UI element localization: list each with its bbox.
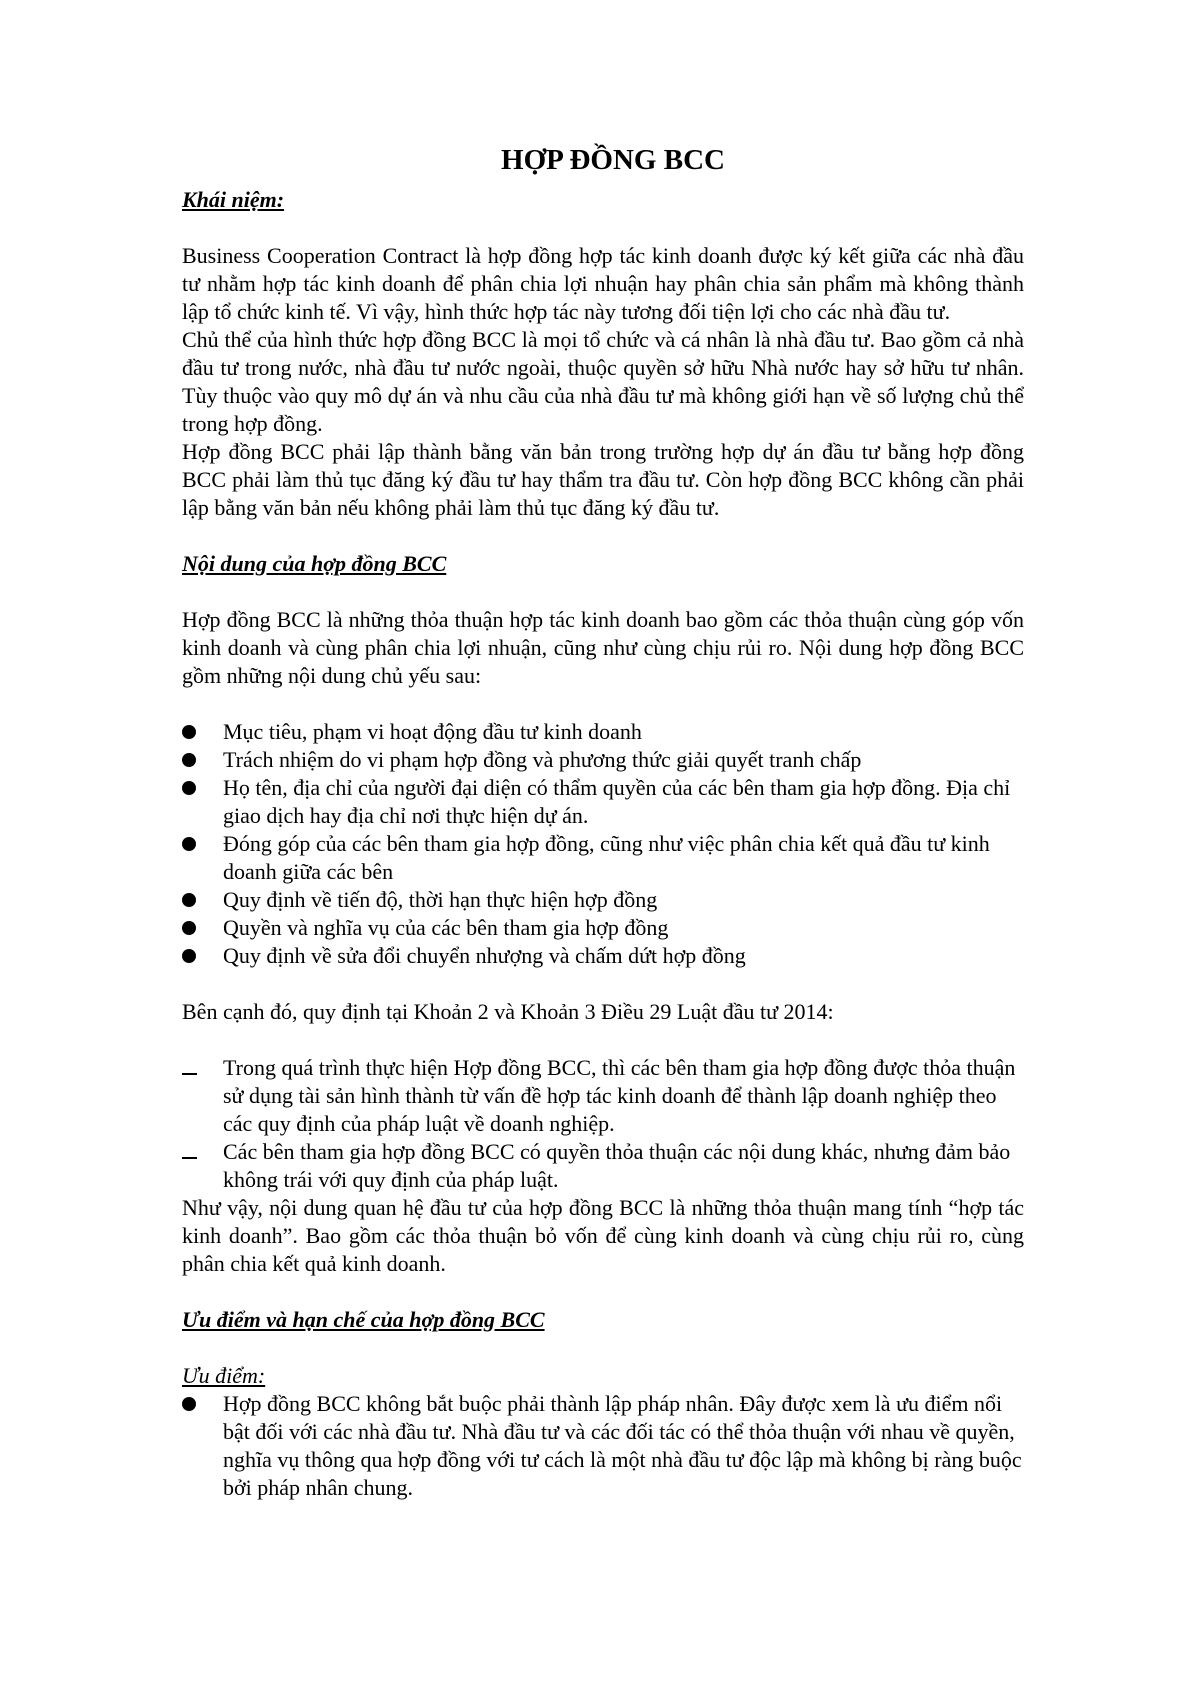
dash-list [182,1054,1024,1194]
bullet-icon [182,781,196,795]
list-item: Các bên tham gia hợp đồng BCC có quyền thỏa thuận các nội dung khác, nhưng đảm bảo không trái với quy định của pháp luật. [182,1138,1024,1194]
list-item: Quy định về tiến độ, thời hạn thực hiện hợp đồng [182,886,1024,914]
list-item: Hợp đồng BCC không bắt buộc phải thành lập pháp nhân. Đây được xem là ưu điểm nổi bật đối với các nhà đầu tư. Nhà đầu tư và các đối tác có thể thỏa thuận với nhau về quyền, nghĩa vụ thông qua hợp đồng với tư cách là một nhà đầu tư độc lập mà không bị ràng buộc bởi pháp nhân chung. [182,1390,1024,1502]
paragraph: Chủ thể của hình thức hợp đồng BCC là mọi tổ chức và cá nhân là nhà đầu tư. Bao gồm cả nhà đầu tư trong nước, nhà đầu tư nước ngoài, thuộc quyền sở hữu Nhà nước hay sở hữu tư nhân. Tùy thuộc vào quy mô dự án và nhu cầu của nhà đầu tư mà không giới hạn về số lượng chủ thể trong hợp đồng. [182,327,1024,436]
paragraph: Business Cooperation Contract là hợp đồng hợp tác kinh doanh được ký kết giữa các nhà đầu tư nhằm hợp tác kinh doanh để phân chia lợi nhuận hay phân chia sản phẩm mà không thành lập tổ chức kinh tế. Vì vậy, hình thức hợp tác này tương đối tiện lợi cho các nhà đầu tư. [182,243,1024,324]
dash-icon [182,1157,197,1159]
bullet-list [182,718,1024,970]
bullet-list [182,1390,1024,1502]
document-title: HỢP ĐỒNG BCC [501,144,725,176]
list-item: Trong quá trình thực hiện Hợp đồng BCC, thì các bên tham gia hợp đồng được thỏa thuận sử dụng tài sản hình thành từ vấn đề hợp tác kinh doanh để thành lập doanh nghiệp theo các quy định của pháp luật về doanh nghiệp. [182,1054,1024,1138]
bullet-icon [182,893,196,907]
list-item: Trách nhiệm do vi phạm hợp đồng và phương thức giải quyết tranh chấp [182,746,1024,774]
section-heading-content: Nội dung của hợp đồng BCC [182,551,447,576]
paragraph: Bên cạnh đó, quy định tại Khoản 2 và Khoản 3 Điều 29 Luật đầu tư 2014: [182,999,834,1024]
list-item: Họ tên, địa chỉ của người đại diện có thẩm quyền của các bên tham gia hợp đồng. Địa chỉ giao dịch hay địa chỉ nơi thực hiện dự án. [182,774,1024,830]
bullet-icon [182,921,196,935]
section-heading-concept: Khái niệm: [182,187,285,212]
list-item: Quyền và nghĩa vụ của các bên tham gia hợp đồng [182,914,1024,942]
bullet-icon [182,725,196,739]
bullet-icon [182,1397,196,1411]
list-item: Quy định về sửa đổi chuyển nhượng và chấm dứt hợp đồng [182,942,1024,970]
section-heading-pros-cons: Ưu điểm và hạn chế của hợp đồng BCC [182,1307,545,1332]
paragraph: Hợp đồng BCC phải lập thành bằng văn bản trong trường hợp dự án đầu tư bằng hợp đồng BCC phải làm thủ tục đăng ký đầu tư hay thẩm tra đầu tư. Còn hợp đồng BCC không cần phải lập bằng văn bản nếu không phải làm thủ tục đăng ký đầu tư. [182,439,1024,520]
paragraph: Hợp đồng BCC là những thỏa thuận hợp tác kinh doanh bao gồm các thỏa thuận cùng góp vốn kinh doanh và cùng phân chia lợi nhuận, cũng như cùng chịu rủi ro. Nội dung hợp đồng BCC gồm những nội dung chủ yếu sau: [182,607,1024,688]
list-item: Mục tiêu, phạm vi hoạt động đầu tư kinh doanh [182,718,1024,746]
subheading-advantages: Ưu điểm: [182,1363,266,1388]
dash-icon [182,1073,197,1075]
paragraph: Như vậy, nội dung quan hệ đầu tư của hợp đồng BCC là những thỏa thuận mang tính “hợp tác kinh doanh”. Bao gồm các thỏa thuận bỏ vốn để cùng kinh doanh và cùng chịu rủi ro, cùng phân chia kết quả kinh doanh. [182,1195,1024,1276]
list-item: Đóng góp của các bên tham gia hợp đồng, cũng như việc phân chia kết quả đầu tư kinh doanh giữa các bên [182,830,1024,886]
bullet-icon [182,949,196,963]
bullet-icon [182,837,196,851]
bullet-icon [182,753,196,767]
